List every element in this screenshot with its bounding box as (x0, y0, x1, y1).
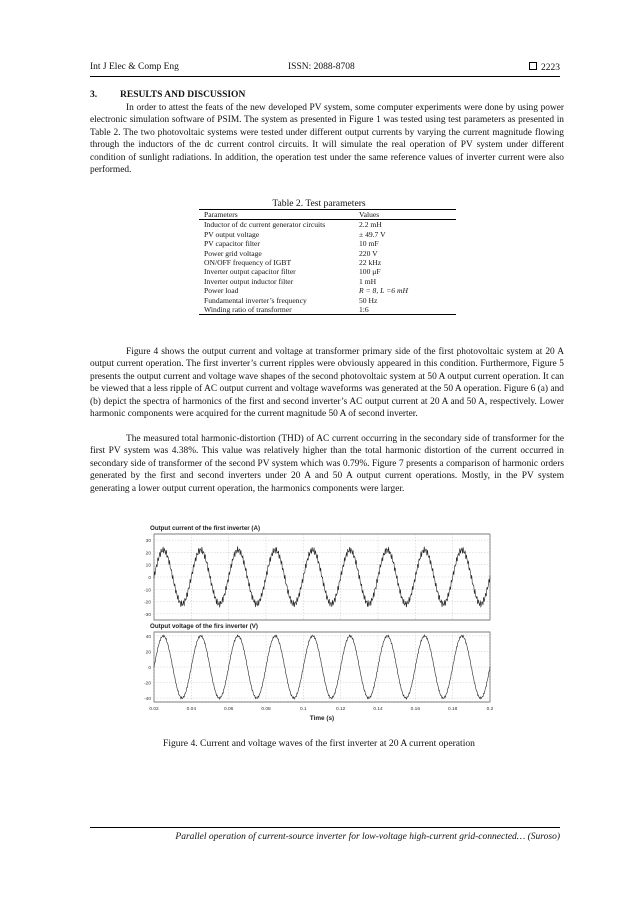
paragraph: In order to attest the feats of the new developed PV system, some computer experiments were done by using power electronic simulation software of PSIM. The system as presented in Figure 1 was tested using test parameters as presented in Table 2. The two photovoltaic systems were tested under different output currents by varying the current magnitude flowing through the inductors of the dc current control circuits. It will simulate the real operation of PV system under different condition of sunlight radiations. In addition, the operation test under the same reference values of inverter current were also performed. (90, 103, 564, 176)
table-cell: Inductor of dc current generator circuits (204, 220, 326, 230)
table-cell: 220 V (359, 248, 378, 258)
y-tick-label: 0 (148, 666, 151, 671)
y-tick-label: -30 (144, 612, 151, 618)
table-cell: ± 49.7 V (359, 229, 386, 239)
table-row (199, 277, 456, 286)
y-tick-label: 10 (145, 563, 151, 569)
table-caption: Table 2. Test parameters (272, 198, 366, 209)
running-footer: Parallel operation of current-source inverter for low-voltage high-current grid-connected… (Suroso) (175, 832, 560, 842)
table-cell: 100 μF (359, 267, 381, 277)
table-row (199, 220, 456, 230)
x-tick-label: 0.08 (261, 707, 271, 712)
header-rule (90, 76, 560, 77)
issn: ISSN: 2088-8708 (288, 62, 355, 72)
x-tick-label: 0.02 (149, 707, 159, 712)
table-row (199, 296, 456, 305)
section-number: 3. (90, 90, 98, 100)
page-number-wrap (529, 62, 560, 73)
table-row (199, 305, 456, 315)
table-row (199, 249, 456, 258)
table-cell: PV output voltage (204, 229, 260, 239)
table-header: Values (354, 210, 456, 220)
y-tick-label: -10 (144, 588, 151, 594)
x-tick-label: 0.2 (486, 707, 494, 712)
y-tick-label: 20 (145, 551, 151, 557)
section-heading (90, 90, 245, 100)
table-cell: 22 kHz (359, 258, 382, 268)
y-tick-label: 40 (145, 634, 151, 640)
table-cell: R = 8, L =6 mH (359, 286, 408, 296)
panel-voltage-y-ticks (144, 634, 151, 702)
y-tick-label: 20 (145, 650, 151, 656)
paragraph: Figure 4 shows the output current and voltage at transformer primary side of the first photovoltaic system at 20 A output current operation. The first inverter’s current ripples were obviously appeared in this condition. Furthermore, Figure 5 presents the output current and voltage wave shapes of the second photovoltaic system at 50 A output current operation. It can be viewed that a less ripple of AC output current and voltage waveforms was generated at the 50 A operation. Figure 6 (a) and (b) depict the spectra of harmonics of the first and second inverter’s AC output current at 20 A and 50 A, respectively. Lower harmonic components were acquired for the current magnitude 50 A of second inverter. (90, 347, 564, 420)
table-cell: Inverter output capacitor filter (204, 267, 296, 277)
x-tick-label: 0.18 (447, 707, 458, 712)
table-cell: ON/OFF frequency of IGBT (204, 258, 292, 268)
journal-name: Int J Elec & Comp Eng (90, 62, 179, 72)
panel-title-current: Output current of the first inverter (A) (150, 525, 261, 532)
table-cell: Fundamental inverter’s frequency (204, 295, 307, 305)
x-tick-label: 0.06 (223, 707, 234, 712)
x-tick-label: 0.16 (410, 707, 421, 712)
section-title: RESULTS AND DISCUSSION (120, 90, 246, 100)
table-cell: PV capacitor filter (204, 239, 260, 249)
table-row (199, 239, 456, 248)
parameters-table (199, 209, 456, 315)
table-header-row (199, 210, 456, 220)
table-row (199, 267, 456, 276)
y-tick-label: -20 (144, 600, 151, 606)
paragraph: The measured total harmonic-distortion (THD) of AC current occurring in the secondary side of transformer for the first PV system was 4.38%. This value was relatively higher than the total harmonic distortion of the current occurred in secondary side of transformer of the second PV system which was 0.79%. Figure 7 presents a comparison of harmonic orders generated by the first and second inverters under 20 A and 50 A output current operations. Mostly, in the PV system generating a lower output current operation, the harmonics components were larger. (90, 434, 564, 494)
x-axis-label: Time (s) (309, 715, 335, 722)
table-cell: 1:6 (354, 305, 456, 315)
table-cell: 2.2 mH (359, 220, 382, 230)
x-tick-label: 0.04 (186, 707, 197, 712)
x-tick-label: 0.12 (335, 707, 346, 712)
table-cell: 10 mF (359, 239, 379, 249)
y-tick-label: 30 (145, 539, 151, 545)
table-cell: Winding ratio of transformer (199, 305, 354, 315)
table-header: Parameters (199, 210, 354, 220)
table-cell: Power load (204, 286, 239, 296)
page-number: 2223 (541, 63, 560, 73)
x-axis-ticks (149, 706, 493, 712)
table-cell: Power grid voltage (204, 248, 262, 258)
table-cell: 1 mH (359, 276, 377, 286)
figure-caption: Figure 4. Current and voltage waves of the first inverter at 20 A current operation (163, 738, 475, 749)
panel-title-voltage: Output voltage of the firs inverter (V) (150, 623, 258, 630)
table-cell: Inverter output inductor filter (204, 276, 294, 286)
panel-current-y-ticks (144, 538, 151, 618)
x-tick-label: 0.14 (373, 707, 383, 712)
table-cell: 50 Hz (359, 295, 378, 305)
footer-rule (90, 827, 560, 828)
table-row (199, 230, 456, 239)
table-row (199, 258, 456, 267)
y-tick-label: -40 (144, 697, 151, 703)
checkbox-icon (529, 62, 537, 70)
y-tick-label: -20 (144, 681, 151, 687)
y-tick-label: 0 (148, 576, 151, 581)
table-row (199, 286, 456, 295)
x-tick-label: 0.1 (299, 707, 307, 712)
figure-4-chart (140, 522, 510, 724)
